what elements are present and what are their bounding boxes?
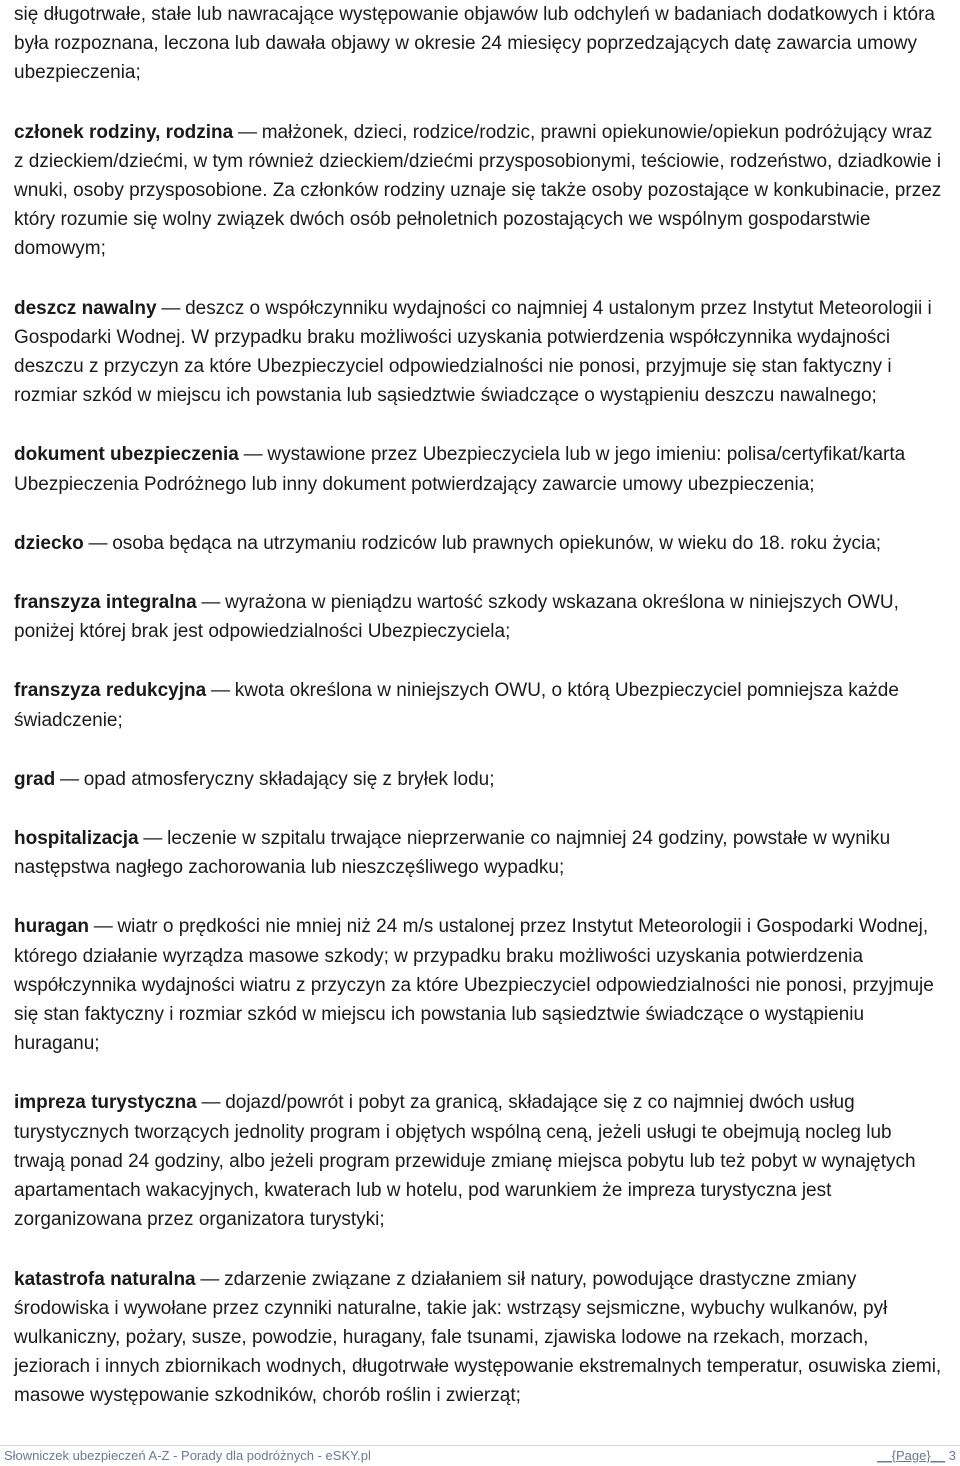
definition-term: franszyza integralna <box>14 592 197 614</box>
definition-entry-katastrofa-naturalna <box>14 1265 946 1411</box>
term-separator: — <box>200 1268 220 1290</box>
definition-term: franszyza redukcyjna <box>14 680 207 702</box>
definition-text: kwota określona w niniejszych OWU, o którą Ubezpieczyciel pomniejsza każde świadczenie; <box>14 680 899 731</box>
definition-entry-hospitalizacja <box>14 824 946 882</box>
definition-term: katastrofa naturalna <box>14 1268 196 1290</box>
document-body <box>14 0 946 1441</box>
definition-term: deszcz nawalny <box>14 297 157 319</box>
definition-entry-huragan <box>14 912 946 1058</box>
definition-text: opad atmosferyczny składający się z bryłek lodu; <box>83 768 495 790</box>
definition-text: małżonek, dzieci, rodzice/rodzic, prawni opiekunowie/opiekun podróżujący wraz z dzieckiem/dziećmi, w tym również dzieckiem/dziećmi przysposobionymi, teściowie, rodzeństwo, dziadkowie i wnuki, osoby przysposobione. Za członków rodziny uznaje się także osoby pozostające w konkubinacie, przez który rozumie się wolny związek dwóch osób pełnoletnich pozostających we wspólnym gospodarstwie domowym; <box>14 121 942 260</box>
definition-term: huragan <box>14 916 89 938</box>
definition-term: dokument ubezpieczenia <box>14 444 239 466</box>
term-separator: — <box>93 916 113 938</box>
footer-page-field: __{Page}__ <box>877 1448 946 1463</box>
page-footer <box>0 1445 960 1466</box>
definition-entry-dokument-ubezpieczenia <box>14 440 946 498</box>
definition-entry-franszyza-integralna <box>14 588 946 646</box>
definition-text: się długotrwałe, stałe lub nawracające występowanie objawów lub odchyleń w badaniach dodatkowych i która była rozpoznana, leczona lub dawała objawy w okresie 24 miesięcy poprzedzających datę zawarcia umowy ubezpieczenia; <box>14 4 935 84</box>
term-separator: — <box>88 532 108 554</box>
definition-term: dziecko <box>14 532 84 554</box>
definition-text: wyrażona w pieniądzu wartość szkody wskazana określona w niniejszych OWU, poniżej której brak jest odpowiedzialności Ubezpieczyciela; <box>14 592 899 643</box>
definition-entry-impreza-turystyczna <box>14 1088 946 1234</box>
footer-page-number: 3 <box>948 1448 956 1463</box>
definition-entry-deszcz-nawalny <box>14 294 946 411</box>
footer-page-indicator <box>877 1448 956 1463</box>
definition-entry-franszyza-redukcyjna <box>14 676 946 734</box>
definition-text: leczenie w szpitalu trwające nieprzerwanie co najmniej 24 godziny, powstałe w wyniku następstwa nagłego zachorowania lub nieszczęśliwego wypadku; <box>14 828 891 879</box>
term-separator: — <box>243 444 263 466</box>
definition-text: deszcz o współczynniku wydajności co najmniej 4 ustalonym przez Instytut Meteorologii i Gospodarki Wodnej. W przypadku braku możliwości uzyskania potwierdzenia współczynnika wydajności deszczu z przyczyn za które Ubezpieczyciel odpowiedzialności nie ponosi, przyjmuje się stan faktyczny i rozmiar szkód w miejscu ich powstania lub sąsiedztwie świadczące o wystąpieniu deszczu nawalnego; <box>14 297 932 407</box>
term-separator: — <box>143 828 163 850</box>
term-separator: — <box>201 592 221 614</box>
definition-term: członek rodziny, rodzina <box>14 121 234 143</box>
definition-text: osoba będąca na utrzymaniu rodziców lub prawnych opiekunów, w wieku do 18. roku życia; <box>112 532 882 554</box>
definition-entry-dziecko <box>14 529 946 558</box>
term-separator: — <box>59 768 79 790</box>
definition-term: hospitalizacja <box>14 828 139 850</box>
term-separator: — <box>161 297 181 319</box>
definition-term: grad <box>14 768 56 790</box>
term-separator: — <box>237 121 257 143</box>
term-separator: — <box>210 680 230 702</box>
definition-entry-czlonek-rodziny <box>14 118 946 264</box>
definition-text: dojazd/powrót i pobyt za granicą, składające się z co najmniej dwóch usług turystycznych tworzących jednolity program i objętych wspólną ceną, jeżeli usługi te obejmują nocleg lub trwają ponad 24 godziny, albo jeżeli program przewiduje zmianę miejsca pobytu lub też pobyt w wynajętych apartamentach wakacyjnych, kwaterach lub w hotelu, pod warunkiem że impreza turystyczna jest zorganizowana przez organizatora turystyki; <box>14 1092 916 1231</box>
footer-source-title: Słowniczek ubezpieczeń A-Z - Porady dla podróżnych - eSKY.pl <box>4 1448 371 1463</box>
definition-text: zdarzenie związane z działaniem sił natury, powodujące drastyczne zmiany środowiska i wywołane przez czynniki naturalne, takie jak: wstrząsy sejsmiczne, wybuchy wulkanów, pył wulkaniczny, pożary, susze, powodzie, huragany, fale tsunami, zjawiska lodowe na rzekach, morzach, jeziorach i innych zbiornikach wodnych, długotrwałe występowanie ekstremalnych temperatur, osuwiska ziemi, masowe występowanie szkodników, chorób roślin i zwierząt; <box>14 1268 942 1407</box>
definition-entry-continuation <box>14 0 946 88</box>
definition-entry-grad <box>14 765 946 794</box>
term-separator: — <box>201 1092 221 1114</box>
definition-term: impreza turystyczna <box>14 1092 197 1114</box>
definition-text: wiatr o prędkości nie mniej niż 24 m/s ustalonej przez Instytut Meteorologii i Gospodarki Wodnej, którego działanie wyrządza masowe szkody; w przypadku braku możliwości uzyskania potwierdzenia współczynnika wydajności wiatru z przyczyn za które Ubezpieczyciel odpowiedzialności nie ponosi, przyjmuje się stan faktyczny i rozmiar szkód w miejscu ich powstania lub sąsiedztwie świadczące o wystąpieniu huraganu; <box>14 916 934 1055</box>
definition-text: wystawione przez Ubezpieczyciela lub w jego imieniu: polisa/certyfikat/karta Ubezpieczenia Podróżnego lub inny dokument potwierdzający zawarcie umowy ubezpieczenia; <box>14 444 906 495</box>
